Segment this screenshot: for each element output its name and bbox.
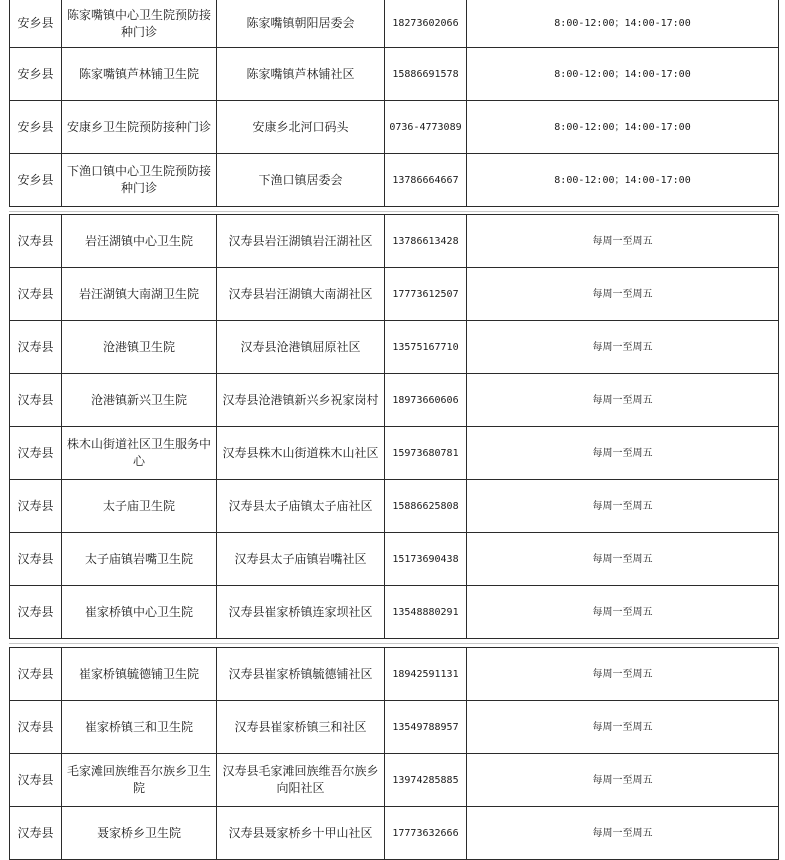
county-cell: 安乡县 [10,101,62,154]
phone-cell: 13974285885 [385,754,467,807]
phone-cell: 13575167710 [385,321,467,374]
table-row [10,321,779,374]
vaccination-site-cell: 崔家桥镇毓德铺卫生院 [62,648,217,701]
address-cell: 汉寿县崔家桥镇三和社区 [217,701,385,754]
service-hours-cell: 8:00-12:00；14:00-17:00 [467,0,779,48]
county-cell: 汉寿县 [10,533,62,586]
phone-cell: 18973660606 [385,374,467,427]
address-cell: 汉寿县毛家滩回族维吾尔族乡向阳社区 [217,754,385,807]
service-hours-cell: 每周一至周五 [467,807,779,860]
county-cell: 汉寿县 [10,807,62,860]
service-hours-cell: 8:00-12:00；14:00-17:00 [467,48,779,101]
table-row [10,101,779,154]
address-cell: 陈家嘴镇芦林铺社区 [217,48,385,101]
address-cell: 陈家嘴镇朝阳居委会 [217,0,385,48]
service-hours-cell: 每周一至周五 [467,374,779,427]
service-hours-cell: 每周一至周五 [467,754,779,807]
service-hours-cell: 每周一至周五 [467,427,779,480]
table-row [10,154,779,207]
table-row [10,480,779,533]
vaccination-site-cell: 陈家嘴镇中心卫生院预防接种门诊 [62,0,217,48]
phone-cell: 15973680781 [385,427,467,480]
table-body [10,0,779,207]
phone-cell: 17773632666 [385,807,467,860]
vaccination-site-cell: 沧港镇新兴卫生院 [62,374,217,427]
vaccination-site-cell: 岩汪湖镇大南湖卫生院 [62,268,217,321]
vaccination-site-cell: 下渔口镇中心卫生院预防接种门诊 [62,154,217,207]
county-cell: 汉寿县 [10,754,62,807]
vaccination-site-cell: 崔家桥镇三和卫生院 [62,701,217,754]
county-cell: 汉寿县 [10,427,62,480]
phone-cell: 15886625808 [385,480,467,533]
address-cell: 安康乡北河口码头 [217,101,385,154]
service-hours-cell: 每周一至周五 [467,586,779,639]
page-break-divider [9,211,778,212]
table-row [10,48,779,101]
table-row [10,374,779,427]
service-hours-cell: 每周一至周五 [467,480,779,533]
vaccination-site-cell: 太子庙镇岩嘴卫生院 [62,533,217,586]
address-cell: 汉寿县岩汪湖镇岩汪湖社区 [217,215,385,268]
table-row [10,701,779,754]
phone-cell: 18273602066 [385,0,467,48]
county-cell: 汉寿县 [10,374,62,427]
page-break-divider [9,643,778,644]
table-row [10,586,779,639]
clinic-table-block-3 [9,647,779,860]
address-cell: 汉寿县聂家桥乡十甲山社区 [217,807,385,860]
county-cell: 汉寿县 [10,648,62,701]
table-row [10,807,779,860]
table-row [10,215,779,268]
county-cell: 安乡县 [10,154,62,207]
service-hours-cell: 每周一至周五 [467,268,779,321]
phone-cell: 13548880291 [385,586,467,639]
address-cell: 汉寿县太子庙镇岩嘴社区 [217,533,385,586]
phone-cell: 15886691578 [385,48,467,101]
county-cell: 汉寿县 [10,480,62,533]
vaccination-site-cell: 安康乡卫生院预防接种门诊 [62,101,217,154]
table-row [10,427,779,480]
phone-cell: 17773612507 [385,268,467,321]
address-cell: 汉寿县崔家桥镇连家坝社区 [217,586,385,639]
phone-cell: 13549788957 [385,701,467,754]
county-cell: 汉寿县 [10,701,62,754]
vaccination-site-cell: 毛家滩回族维吾尔族乡卫生院 [62,754,217,807]
table-row [10,754,779,807]
table-row [10,268,779,321]
county-cell: 安乡县 [10,48,62,101]
phone-cell: 15173690438 [385,533,467,586]
service-hours-cell: 8:00-12:00；14:00-17:00 [467,101,779,154]
phone-cell: 0736-4773089 [385,101,467,154]
table-row [10,533,779,586]
address-cell: 汉寿县沧港镇屈原社区 [217,321,385,374]
address-cell: 下渔口镇居委会 [217,154,385,207]
phone-cell: 13786613428 [385,215,467,268]
clinic-table-block-2 [9,214,779,639]
county-cell: 汉寿县 [10,586,62,639]
address-cell: 汉寿县株木山街道株木山社区 [217,427,385,480]
address-cell: 汉寿县崔家桥镇毓德铺社区 [217,648,385,701]
county-cell: 汉寿县 [10,215,62,268]
service-hours-cell: 每周一至周五 [467,701,779,754]
address-cell: 汉寿县岩汪湖镇大南湖社区 [217,268,385,321]
phone-cell: 18942591131 [385,648,467,701]
service-hours-cell: 8:00-12:00；14:00-17:00 [467,154,779,207]
county-cell: 安乡县 [10,0,62,48]
county-cell: 汉寿县 [10,268,62,321]
county-cell: 汉寿县 [10,321,62,374]
vaccination-site-cell: 聂家桥乡卫生院 [62,807,217,860]
vaccination-site-cell: 沧港镇卫生院 [62,321,217,374]
vaccination-site-cell: 陈家嘴镇芦林铺卫生院 [62,48,217,101]
table-row [10,0,779,48]
service-hours-cell: 每周一至周五 [467,215,779,268]
service-hours-cell: 每周一至周五 [467,321,779,374]
vaccination-site-cell: 崔家桥镇中心卫生院 [62,586,217,639]
address-cell: 汉寿县沧港镇新兴乡祝家岗村 [217,374,385,427]
address-cell: 汉寿县太子庙镇太子庙社区 [217,480,385,533]
vaccination-site-cell: 株木山街道社区卫生服务中心 [62,427,217,480]
phone-cell: 13786664667 [385,154,467,207]
vaccination-site-cell: 太子庙卫生院 [62,480,217,533]
table-body [10,215,779,639]
clinic-table-block-1 [9,0,779,207]
table-body [10,648,779,860]
table-row [10,648,779,701]
service-hours-cell: 每周一至周五 [467,533,779,586]
service-hours-cell: 每周一至周五 [467,648,779,701]
vaccination-site-cell: 岩汪湖镇中心卫生院 [62,215,217,268]
